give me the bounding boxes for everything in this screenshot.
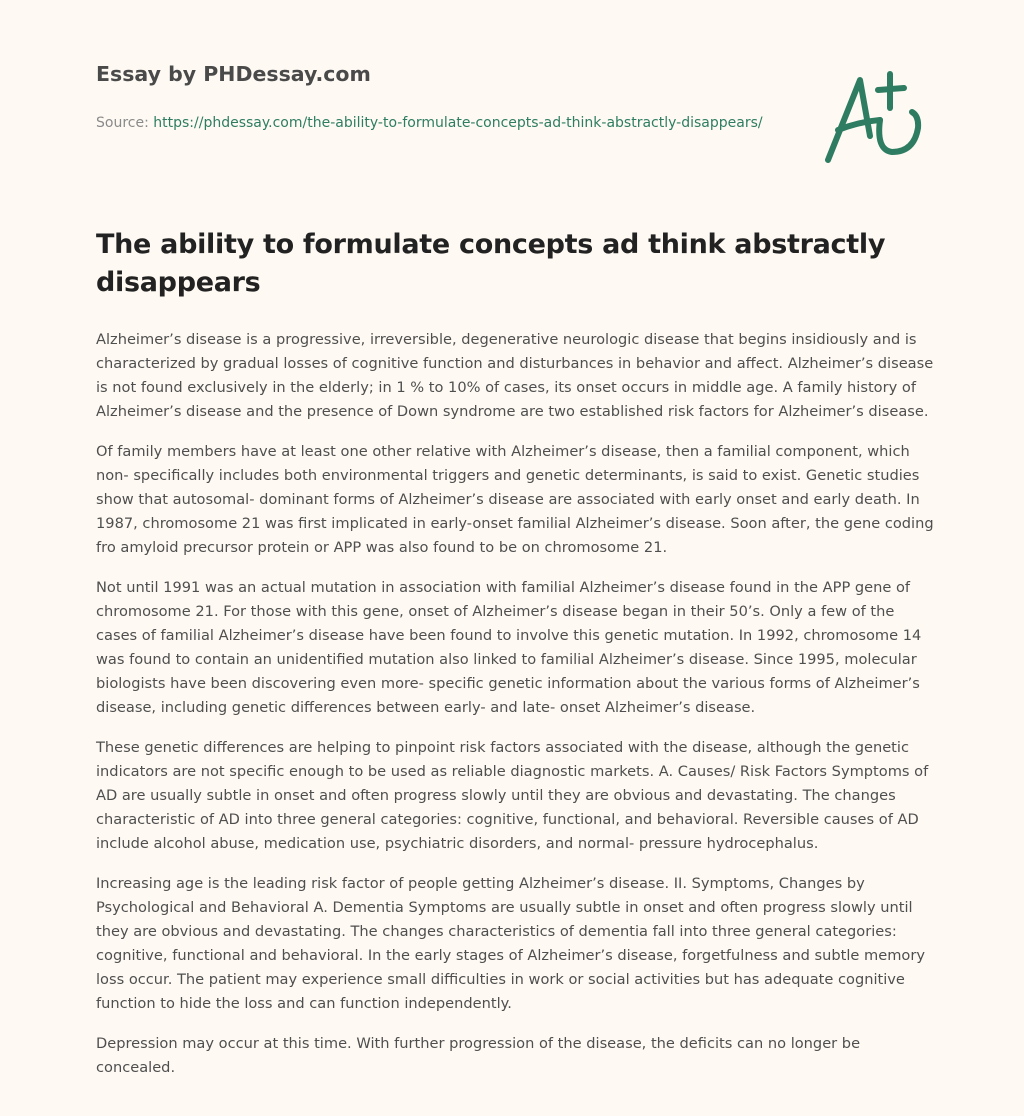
a-plus-grade-icon-svg — [818, 66, 930, 166]
brand-name: Essay by PHDessay.com — [96, 62, 371, 86]
essay-article — [96, 226, 936, 1096]
essay-paragraph: Depression may occur at this time. With further progression of the disease, the deficits can no longer be concealed. — [96, 1035, 861, 1076]
essay-paragraph: Increasing age is the leading risk factor of people getting Alzheimer’s disease. II. Symptoms, Changes by Psychological and Behavioral A. Dementia Symptoms are usually subtle in onset and often progress slowly until they are obvious and devastating. The changes characteristics of dementia fall into three general categories: cognitive, functional and behavioral. In the early stages of Alzheimer’s disease, forgetfulness and subtle memory loss occur. The patient may experience small difficulties in work or social activities but has adequate cognitive function to hide the loss and can function independently. — [96, 875, 925, 1012]
essay-paragraph: These genetic differences are helping to pinpoint risk factors associated with the disease, although the genetic indicators are not specific enough to be used as reliable diagnostic markets. A. Causes/ Risk Factors Symptoms of AD are usually subtle in onset and often progress slowly until they are obvious and devastating. The changes characteristic of AD into three general categories: cognitive, functional, and behavioral. Reversible causes of AD include alcohol abuse, medication use, psychiatric disorders, and normal- pressure hydrocephalus. — [96, 739, 929, 852]
a-plus-grade-icon — [818, 66, 930, 166]
site-header — [96, 62, 796, 135]
essay-paragraph: Not until 1991 was an actual mutation in association with familial Alzheimer’s disease found in the APP gene of chromosome 21. For those with this gene, onset of Alzheimer’s disease began in their 50’s. Only a few of the cases of familial Alzheimer’s disease have been found to involve this genetic mutation. In 1992, chromosome 14 was found to contain an unidentified mutation also linked to familial Alzheimer’s disease. Since 1995, molecular biologists have been discovering even more- specific genetic information about the various forms of Alzheimer’s disease, including genetic differences between early- and late- onset Alzheimer’s disease. — [96, 579, 922, 716]
source-link[interactable]: https://phdessay.com/the-ability-to-formulate-concepts-ad-think-abstractly-disappears/ — [153, 114, 763, 131]
essay-paragraph: Of family members have at least one other relative with Alzheimer’s disease, then a familial component, which non- specifically includes both environmental triggers and genetic determinants, is said to exist. Genetic studies show that autosomal- dominant forms of Alzheimer’s disease are associated with early onset and early death. In 1987, chromosome 21 was first implicated in early-onset familial Alzheimer’s disease. Soon after, the gene coding fro amyloid precursor protein or APP was also found to be on chromosome 21. — [96, 443, 934, 556]
essay-title: The ability to formulate concepts ad think abstractly disappears — [96, 229, 886, 298]
source-label: Source: — [96, 114, 154, 131]
essay-paragraph: Alzheimer’s disease is a progressive, irreversible, degenerative neurologic disease that begins insidiously and is characterized by gradual losses of cognitive function and disturbances in behavior and affect. Alzheimer’s disease is not found exclusively in the elderly; in 1 % to 10% of cases, its onset occurs in middle age. A family history of Alzheimer’s disease and the presence of Down syndrome are two established risk factors for Alzheimer’s disease. — [96, 331, 934, 420]
source-line — [96, 111, 796, 135]
